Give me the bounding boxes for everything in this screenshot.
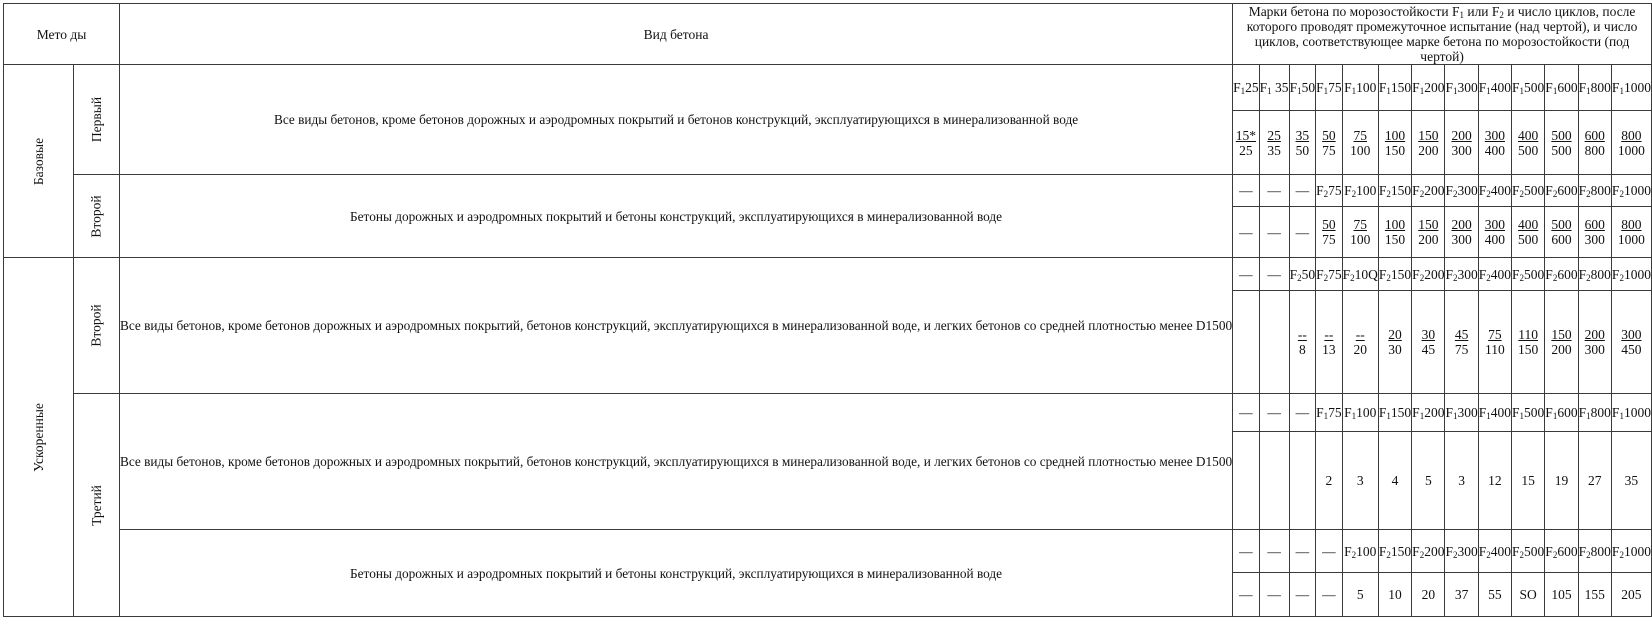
mark-cell: $F_1100$ [1342, 394, 1378, 432]
cycles-cell [1378, 111, 1411, 175]
intermediate-cycles: 30 [1421, 327, 1436, 342]
cycles-cell: 27 [1578, 432, 1611, 530]
cycles-fraction [1296, 128, 1310, 158]
mark-cell: $F_2200$ [1412, 258, 1445, 291]
final-cycles: 300 [1584, 232, 1605, 247]
intermediate-cycles: 500 [1551, 127, 1572, 143]
cycles-cell [1316, 207, 1343, 258]
cycles-cell [1478, 291, 1511, 394]
cycles-cell [1545, 207, 1578, 258]
cycles-fraction [1585, 217, 1605, 247]
mark-cell: $F_1200$ [1412, 65, 1445, 111]
cycles-cell: — [1259, 573, 1289, 617]
cycles-cell [1378, 291, 1411, 394]
final-cycles: 45 [1421, 342, 1436, 357]
cycles-cell: — [1289, 573, 1316, 617]
final-cycles: 30 [1388, 342, 1402, 357]
mark-cell: $F_1150$ [1378, 65, 1411, 111]
cycles-cell: 20 [1412, 573, 1445, 617]
cycles-cell: 37 [1445, 573, 1478, 617]
final-cycles: 1000 [1617, 142, 1645, 158]
mark-cell: $F_150$ [1289, 65, 1316, 111]
cycles-cell [1478, 207, 1511, 258]
intermediate-cycles: 800 [1621, 217, 1642, 232]
final-cycles: 50 [1295, 142, 1310, 158]
final-cycles: 300 [1584, 342, 1605, 357]
cycles-cell: — [1233, 573, 1260, 617]
cycles-cell: 5 [1342, 573, 1378, 617]
cycles-cell [1512, 111, 1545, 175]
cycles-cell: — [1316, 573, 1343, 617]
mark-cell: $F_1200$ [1412, 394, 1445, 432]
mark-cell: $F_2100$ [1342, 530, 1378, 573]
intermediate-cycles: 110 [1518, 327, 1539, 342]
cycles-cell [1478, 111, 1511, 175]
cycles-fraction [1385, 217, 1405, 247]
cycles-fraction [1551, 217, 1571, 247]
final-cycles: 1000 [1617, 232, 1645, 247]
final-cycles: 600 [1551, 232, 1572, 247]
mark-cell: $F_21000$ [1611, 530, 1651, 573]
cycles-fraction [1585, 327, 1605, 357]
mark-cell: $F_1300$ [1445, 394, 1478, 432]
cycles-fraction [1518, 217, 1538, 247]
mark-cell: $F_1500$ [1512, 65, 1545, 111]
mark-cell: $F_2150$ [1378, 258, 1411, 291]
mark-cell: $F_2600$ [1545, 530, 1578, 573]
mark-cell: $F_2500$ [1512, 258, 1545, 291]
mark-cell: $F_2300$ [1445, 175, 1478, 207]
mark-cell: $F_21000$ [1611, 175, 1651, 207]
mark-cell: — [1289, 394, 1316, 432]
cycles-cell: 105 [1545, 573, 1578, 617]
cycles-cell [1611, 207, 1651, 258]
cycles-fraction [1451, 217, 1471, 247]
cycles-cell [1611, 111, 1651, 175]
cycles-cell [1512, 207, 1545, 258]
final-cycles: 110 [1485, 342, 1505, 357]
intermediate-cycles: 300 [1484, 217, 1505, 232]
intermediate-cycles: -- [1355, 327, 1365, 342]
intermediate-cycles: 200 [1451, 127, 1472, 143]
cycles-fraction [1455, 327, 1469, 357]
cycles-cell: — [1289, 207, 1316, 258]
cycles-fraction [1322, 217, 1336, 247]
mark-cell: $F_1100$ [1342, 65, 1378, 111]
final-cycles: 400 [1484, 232, 1505, 247]
cycles-cell [1289, 111, 1316, 175]
intermediate-cycles: 500 [1551, 217, 1572, 232]
mark-cell: $F_1150$ [1378, 394, 1411, 432]
cycles-cell [1512, 291, 1545, 394]
intermediate-cycles: 200 [1451, 217, 1472, 232]
cycles-cell: 2 [1316, 432, 1343, 530]
mark-cell: — [1259, 258, 1289, 291]
mark-cell: $F_1800$ [1578, 65, 1611, 111]
final-cycles: 100 [1350, 142, 1371, 158]
intermediate-cycles: 800 [1621, 127, 1642, 143]
mark-cell: $F_11000$ [1611, 65, 1651, 111]
marks-header: Марки бетона по морозостойкости $F_1$ или $F_2$ и число циклов, после которого проводят промежуточное испытание (над чертой), и число циклов, соответствующее марке бетона по морозостойкости (под чертой) [1233, 4, 1652, 65]
mark-cell: $F_2800$ [1578, 530, 1611, 573]
cycles-fraction [1485, 128, 1505, 158]
final-cycles: 200 [1418, 232, 1439, 247]
intermediate-cycles: 75 [1353, 127, 1367, 143]
intermediate-cycles: 150 [1418, 217, 1439, 232]
intermediate-cycles: -- [1297, 327, 1307, 342]
group-accelerated: Ускоренные [4, 258, 74, 617]
cycles-fraction [1418, 128, 1438, 158]
intermediate-cycles: 50 [1322, 127, 1336, 143]
intermediate-cycles: 25 [1267, 127, 1281, 143]
mark-cell: $F_1$ 35 [1259, 65, 1289, 111]
cycles-fraction [1451, 128, 1471, 158]
cycles-cell [1259, 291, 1289, 394]
cycles-cell: 205 [1611, 573, 1651, 617]
cycles-cell [1342, 291, 1378, 394]
cycles-cell: 19 [1545, 432, 1578, 530]
intermediate-cycles: 300 [1484, 127, 1505, 143]
final-cycles: 150 [1384, 142, 1406, 158]
mark-cell: $F_1500$ [1512, 394, 1545, 432]
description-cell: Все виды бетонов, кроме бетонов дорожных и аэродромных покрытий, бетонов конструкций, эксплуатирующихся в минерализованной воде, и легких бетонов со средней плотностью менее D1500 [119, 258, 1232, 394]
table-row [4, 530, 1652, 573]
cycles-fraction [1485, 327, 1505, 357]
final-cycles: 8 [1298, 342, 1306, 357]
mark-cell: $F_2400$ [1478, 530, 1511, 573]
cycles-cell: 10 [1378, 573, 1411, 617]
final-cycles: 300 [1451, 232, 1472, 247]
cycles-cell [1342, 111, 1378, 175]
intermediate-cycles: 15* [1235, 127, 1257, 143]
intermediate-cycles: 400 [1518, 217, 1539, 232]
cycles-fraction [1585, 128, 1605, 158]
final-cycles: 500 [1518, 142, 1539, 158]
cycles-cell: 3 [1445, 432, 1478, 530]
mark-cell: $F_1300$ [1445, 65, 1478, 111]
table-row [4, 258, 1652, 291]
cycles-cell [1545, 111, 1578, 175]
final-cycles: 35 [1267, 142, 1281, 158]
frost-resistance-table [3, 3, 1652, 617]
mark-cell: $F_2500$ [1512, 530, 1545, 573]
cycles-cell [1545, 291, 1578, 394]
cycles-cell [1611, 291, 1651, 394]
cycles-cell [1578, 291, 1611, 394]
final-cycles: 200 [1418, 142, 1439, 158]
cycles-fraction [1267, 128, 1281, 158]
final-cycles: 400 [1484, 142, 1505, 158]
cycles-cell [1233, 432, 1260, 530]
cycles-cell: — [1233, 207, 1260, 258]
cycles-fraction [1621, 327, 1641, 357]
final-cycles: 800 [1584, 142, 1605, 158]
mark-cell: — [1233, 394, 1260, 432]
cycles-cell [1342, 207, 1378, 258]
cycles-cell [1316, 111, 1343, 175]
mark-cell: $F_2400$ [1478, 258, 1511, 291]
mark-cell: — [1289, 530, 1316, 573]
mark-cell: $F_2150$ [1378, 175, 1411, 207]
mark-cell: $F_175$ [1316, 394, 1343, 432]
cycles-cell: 12 [1478, 432, 1511, 530]
cycles-cell [1289, 291, 1316, 394]
mark-cell: $F_210Q$ [1342, 258, 1378, 291]
final-cycles: 75 [1454, 342, 1469, 357]
cycles-cell: 155 [1578, 573, 1611, 617]
intermediate-cycles: 150 [1418, 127, 1439, 143]
cycles-cell [1233, 291, 1260, 394]
final-cycles: 25 [1239, 142, 1253, 158]
cycles-cell [1578, 111, 1611, 175]
mark-cell: — [1233, 258, 1260, 291]
cycles-cell: 35 [1611, 432, 1651, 530]
cycles-fraction [1388, 327, 1402, 357]
cycles-fraction [1385, 128, 1405, 158]
final-cycles: 100 [1350, 232, 1371, 247]
mark-cell: $F_1400$ [1478, 394, 1511, 432]
final-cycles: 150 [1384, 232, 1406, 247]
description-cell: Все виды бетонов, кроме бетонов дорожных и аэродромных покрытий, бетонов конструкций, эксплуатирующихся в минерализованной воде, и легких бетонов со средней плотностью менее D1500 [119, 394, 1232, 530]
cycles-cell: SO [1512, 573, 1545, 617]
intermediate-cycles: 300 [1621, 327, 1642, 342]
intermediate-cycles: 100 [1384, 127, 1406, 143]
cycles-cell [1412, 207, 1445, 258]
cycles-fraction [1236, 128, 1256, 158]
cycles-fraction [1350, 217, 1370, 247]
mark-cell: $F_2200$ [1412, 530, 1445, 573]
cycles-cell [1445, 291, 1478, 394]
group-basic: Базовые [4, 65, 74, 258]
mark-cell: $F_2100$ [1342, 175, 1378, 207]
cycles-cell [1259, 432, 1289, 530]
cycles-cell [1289, 432, 1316, 530]
intermediate-cycles: 600 [1584, 127, 1605, 143]
cycles-fraction [1354, 327, 1368, 357]
description-cell: Все виды бетонов, кроме бетонов дорожных и аэродромных покрытий и бетонов конструкций, эксплуатирующихся в минерализованной воде [119, 65, 1232, 175]
mark-cell: $F_2800$ [1578, 258, 1611, 291]
intermediate-cycles: 200 [1584, 327, 1605, 342]
cycles-fraction [1322, 128, 1336, 158]
intermediate-cycles: 45 [1454, 327, 1469, 342]
mark-cell: $F_2300$ [1445, 258, 1478, 291]
mark-cell: $F_250$ [1289, 258, 1316, 291]
cycles-fraction [1518, 327, 1538, 357]
cycles-cell [1412, 111, 1445, 175]
mark-cell: $F_2150$ [1378, 530, 1411, 573]
mark-cell: $F_2600$ [1545, 175, 1578, 207]
table-row [4, 175, 1652, 207]
cycles-cell [1445, 207, 1478, 258]
final-cycles: 150 [1518, 342, 1539, 357]
cycles-fraction [1322, 327, 1336, 357]
method-second-accelerated: Второй [73, 258, 119, 394]
intermediate-cycles: 50 [1322, 217, 1336, 232]
mark-cell: $F_125$ [1233, 65, 1260, 111]
description-cell: Бетоны дорожных и аэродромных покрытий и бетоны конструкций, эксплуатирующихся в минерализованной воде [119, 530, 1232, 617]
cycles-cell: 4 [1378, 432, 1411, 530]
mark-cell: $F_2500$ [1512, 175, 1545, 207]
cycles-fraction [1350, 128, 1370, 158]
description-cell: Бетоны дорожных и аэродромных покрытий и бетоны конструкций, эксплуатирующихся в минерализованной воде [119, 175, 1232, 258]
cycles-fraction [1551, 327, 1571, 357]
mark-cell: — [1289, 175, 1316, 207]
cycles-cell: — [1259, 207, 1289, 258]
mark-cell: $F_2400$ [1478, 175, 1511, 207]
method-first: Первый [73, 65, 119, 175]
header-row [4, 4, 1652, 65]
cycles-cell: 55 [1478, 573, 1511, 617]
intermediate-cycles: -- [1324, 327, 1334, 342]
table-row [4, 65, 1652, 111]
cycles-cell [1445, 111, 1478, 175]
intermediate-cycles: 20 [1388, 327, 1402, 342]
final-cycles: 450 [1621, 342, 1642, 357]
table-row [4, 394, 1652, 432]
cycles-fraction [1422, 327, 1436, 357]
mark-cell: $F_2200$ [1412, 175, 1445, 207]
intermediate-cycles: 150 [1551, 327, 1572, 342]
final-cycles: 20 [1353, 342, 1367, 357]
cycles-cell: 5 [1412, 432, 1445, 530]
mark-cell: $F_1600$ [1545, 394, 1578, 432]
mark-cell: — [1233, 175, 1260, 207]
mark-cell: $F_1400$ [1478, 65, 1511, 111]
mark-cell: $F_1600$ [1545, 65, 1578, 111]
cycles-cell [1233, 111, 1260, 175]
cycles-cell [1578, 207, 1611, 258]
final-cycles: 75 [1322, 232, 1336, 247]
intermediate-cycles: 35 [1295, 127, 1310, 143]
intermediate-cycles: 75 [1353, 217, 1367, 232]
final-cycles: 13 [1322, 342, 1336, 357]
mark-cell: $F_21000$ [1611, 258, 1651, 291]
cycles-cell: 15 [1512, 432, 1545, 530]
cycles-fraction [1618, 128, 1645, 158]
final-cycles: 200 [1551, 342, 1572, 357]
cycles-fraction [1485, 217, 1505, 247]
final-cycles: 300 [1451, 142, 1472, 158]
mark-cell: $F_2800$ [1578, 175, 1611, 207]
mark-cell: $F_2600$ [1545, 258, 1578, 291]
intermediate-cycles: 600 [1584, 217, 1605, 232]
final-cycles: 75 [1322, 142, 1336, 158]
method-second: Второй [73, 175, 119, 258]
cycles-fraction [1551, 128, 1571, 158]
cycles-fraction [1618, 217, 1645, 247]
kind-header: Вид бетона [119, 4, 1232, 65]
cycles-cell [1259, 111, 1289, 175]
mark-cell: $F_175$ [1316, 65, 1343, 111]
cycles-fraction [1298, 327, 1307, 357]
cycles-cell: 3 [1342, 432, 1378, 530]
mark-cell: — [1259, 394, 1289, 432]
mark-cell: — [1233, 530, 1260, 573]
cycles-fraction [1418, 217, 1438, 247]
final-cycles: 500 [1518, 232, 1539, 247]
mark-cell: — [1259, 175, 1289, 207]
mark-cell: $F_11000$ [1611, 394, 1651, 432]
cycles-cell [1316, 291, 1343, 394]
intermediate-cycles: 400 [1518, 127, 1539, 143]
cycles-cell [1412, 291, 1445, 394]
mark-cell: $F_275$ [1316, 175, 1343, 207]
intermediate-cycles: 75 [1488, 327, 1502, 342]
mark-cell: $F_2300$ [1445, 530, 1478, 573]
methods-header: Мето ды [4, 4, 120, 65]
cycles-cell [1378, 207, 1411, 258]
cycles-fraction [1518, 128, 1538, 158]
method-third: Третий [73, 394, 119, 617]
final-cycles: 500 [1551, 142, 1572, 158]
mark-cell: — [1316, 530, 1343, 573]
mark-cell: $F_275$ [1316, 258, 1343, 291]
intermediate-cycles: 100 [1384, 217, 1406, 232]
mark-cell: $F_1800$ [1578, 394, 1611, 432]
mark-cell: — [1259, 530, 1289, 573]
